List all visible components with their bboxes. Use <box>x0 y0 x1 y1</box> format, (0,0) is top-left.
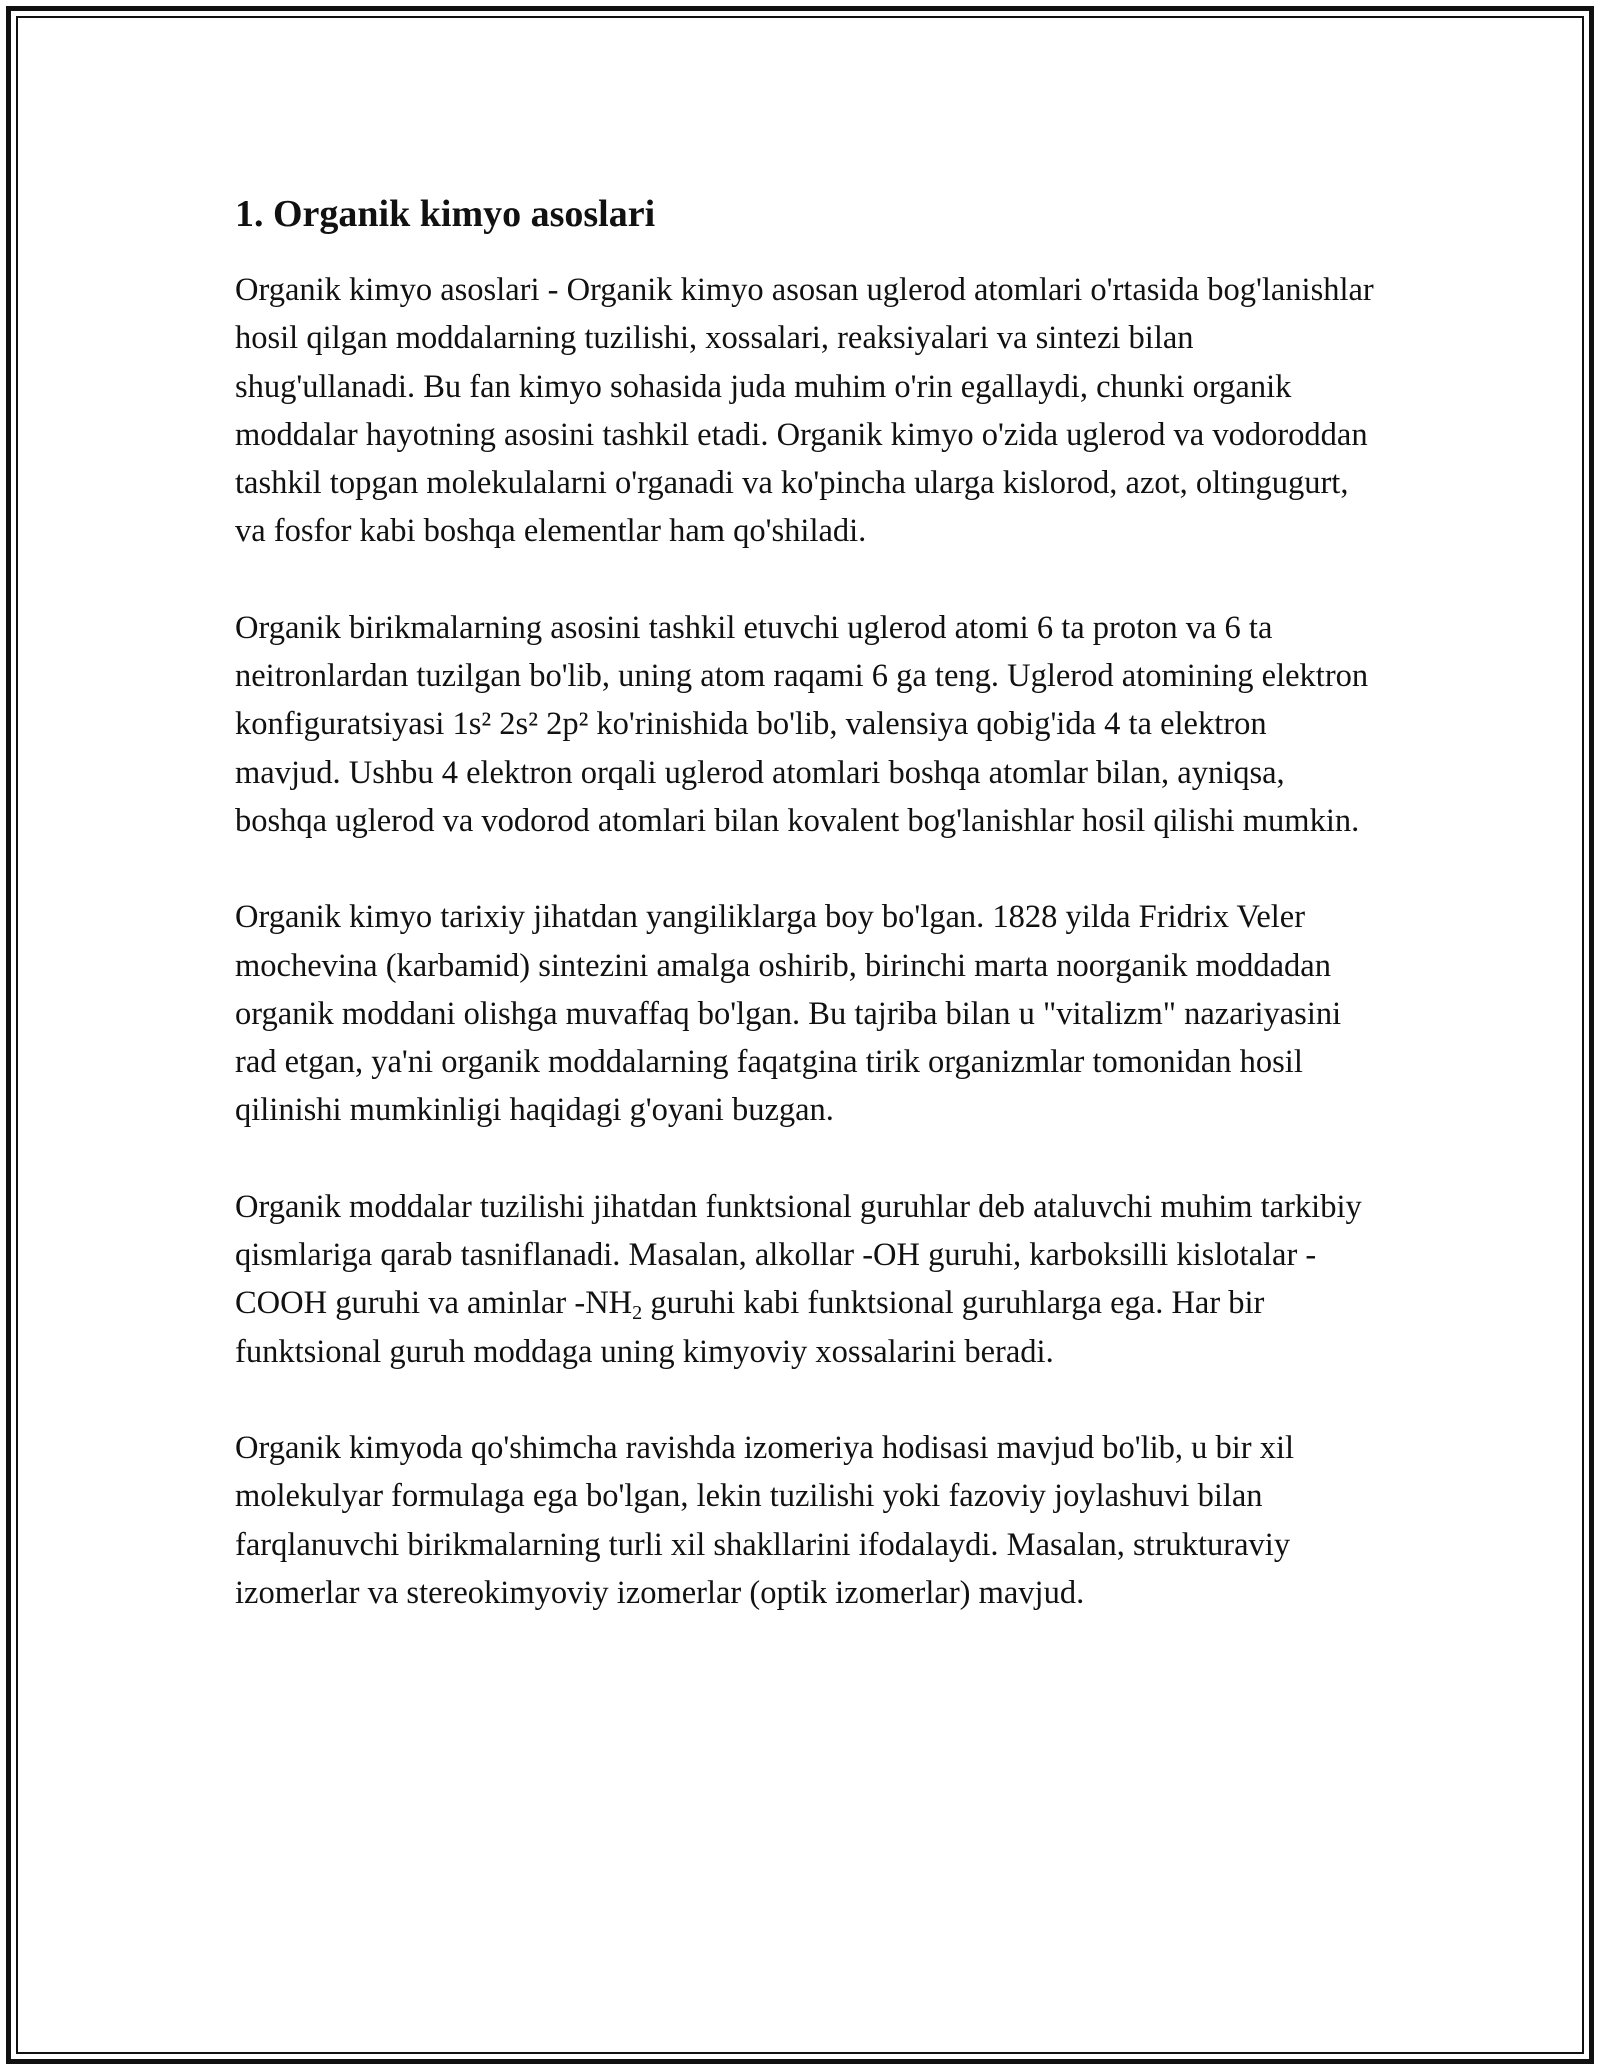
paragraph-intro: Organik kimyo asoslari - Organik kimyo asosan uglerod atomlari o'rtasida bog'lanishlar hosil qilgan moddalarning tuzilishi, xossalari, reaksiyalari va sintezi bilan shug'ullanadi. Bu fan kimyo sohasida juda muhim o'rin egallaydi, chunki organik moddalar hayotning asosini tashkil etadi. Organik kimyo o'zida uglerod va vodoroddan tashkil topgan molekulalarni o'rganadi va ko'pincha ularga kislorod, azot, oltingugurt, va fosfor kabi boshqa elementlar ham qo'shiladi. <box>235 272 1374 550</box>
paragraph-carbon-atom: Organik birikmalarning asosini tashkil etuvchi uglerod atomi 6 ta proton va 6 ta neitronlardan tuzilgan bo'lib, uning atom raqami 6 ga teng. Uglerod atomining elektron konfiguratsiyasi 1s² 2s² 2p² ko'rinishida bo'lib, valensiya qobig'ida 4 ta elektron mavjud. Ushbu 4 elektron orqali uglerod atomlari boshqa atomlar bilan, ayniqsa, boshqa uglerod va vodorod atomlari bilan kovalent bog'lanishlar hosil qilishi mumkin. <box>235 609 1369 839</box>
paragraph-functional-groups <box>235 1183 1375 1376</box>
document-body <box>235 188 1375 1665</box>
subscript-two: 2 <box>632 1302 643 1325</box>
paragraph-history: Organik kimyo tarixiy jihatdan yangiliklarga boy bo'lgan. 1828 yilda Fridrix Veler mochevina (karbamid) sintezini amalga oshirib, birinchi marta noorganik moddadan organik moddani olishga muvaffaq bo'lgan. Bu tajriba bilan u "vitalizm" nazariyasini rad etgan, ya'ni organik moddalarning faqatgina tirik organizmlar tomonidan hosil qilinishi mumkinligi haqidagi g'oyani buzgan. <box>235 899 1342 1129</box>
section-heading: 1. Organik kimyo asoslari <box>235 193 656 235</box>
functional-groups-text: Organik moddalar tuzilishi jihatdan funktsional guruhlar deb ataluvchi muhim tarkibiy qismlariga qarab tasniflanadi. Masalan, alkollar -OH guruhi, karboksilli kislotalar -COOH guruhi va aminlar -NH <box>235 1188 1362 1322</box>
functional-groups-text-cont: guruhi kabi funktsional guruhlarga ega. Har bir funktsional guruh moddaga uning kimyoviy xossalarini beradi. <box>235 1285 1265 1370</box>
paragraph-isomerism: Organik kimyoda qo'shimcha ravishda izomeriya hodisasi mavjud bo'lib, u bir xil molekulyar formulaga ega bo'lgan, lekin tuzilishi yoki fazoviy joylashuvi bilan farqlanuvchi birikmalarning turli xil shakllarini ifodalaydi. Masalan, strukturaviy izomerlar va stereokimyoviy izomerlar (optik izomerlar) mavjud. <box>235 1429 1295 1611</box>
